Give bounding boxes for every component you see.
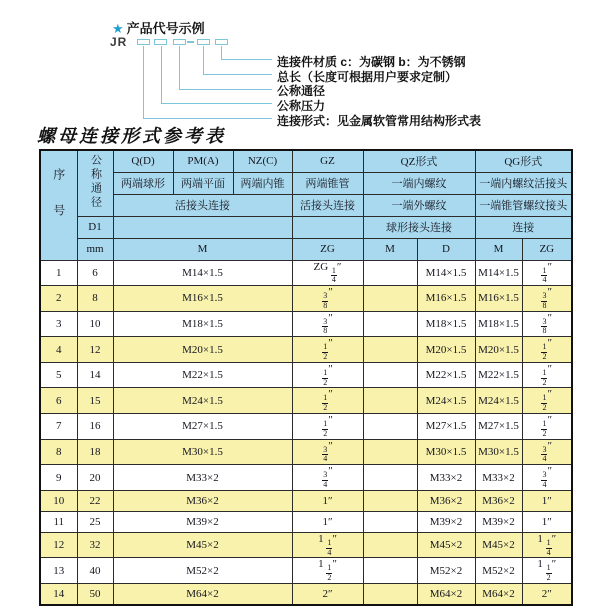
row-seq: 3	[40, 311, 77, 337]
qz-d-value: M52×2	[417, 558, 475, 584]
qz-m-value	[363, 260, 417, 286]
row-seq: 10	[40, 490, 77, 511]
header-nominal-diameter: 公称通径	[77, 150, 113, 216]
gz-zg-value: 1″	[292, 490, 363, 511]
table-row	[40, 260, 572, 286]
qg-m-value: M30×1.5	[475, 439, 522, 465]
header-gz-desc: 两端锥管	[292, 172, 363, 194]
nut-connection-reference-table	[39, 149, 573, 606]
row-nominal-diameter: 25	[77, 511, 113, 532]
code-label-material: 连接件材质 c：为碳钢 b：为不锈钢	[277, 55, 466, 69]
gz-zg-value: 1″	[292, 511, 363, 532]
header-qg-desc1: 一端内螺纹活接头	[475, 172, 572, 194]
code-label-form: 连接形式：见金属软管常用结构形式表	[277, 114, 482, 128]
qz-m-value	[363, 558, 417, 584]
row-nominal-diameter: 50	[77, 584, 113, 605]
table-row	[40, 414, 572, 440]
table-row	[40, 388, 572, 414]
qz-m-value	[363, 388, 417, 414]
product-code-prefix: JR	[110, 35, 128, 49]
qg-m-value: M24×1.5	[475, 388, 522, 414]
header-m: M	[113, 238, 292, 260]
qg-m-value: M45×2	[475, 532, 522, 558]
gz-zg-value: $\frac{1}{2}$ ″	[292, 337, 363, 363]
qg-zg-value: $\frac{1}{4}$ ″	[522, 260, 572, 286]
row-nominal-diameter: 22	[77, 490, 113, 511]
code-box-2	[154, 39, 167, 45]
gz-zg-value: $\frac{1}{2}$ ″	[292, 362, 363, 388]
row-seq: 9	[40, 465, 77, 491]
qg-m-value: M36×2	[475, 490, 522, 511]
gz-zg-value: 1 $\frac{1}{4}$ ″	[292, 532, 363, 558]
gz-zg-value: ZG $\frac{1}{4}$ ″	[292, 260, 363, 286]
product-code-example-label: 产品代号示例	[126, 21, 205, 36]
table-row	[40, 465, 572, 491]
qz-d-value: M14×1.5	[417, 260, 475, 286]
row-nominal-diameter: 20	[77, 465, 113, 491]
qz-m-value	[363, 532, 417, 558]
qg-m-value: M14×1.5	[475, 260, 522, 286]
qg-zg-value: 1″	[522, 511, 572, 532]
m-thread-value: M39×2	[113, 511, 292, 532]
header-qz-desc1: 一端内螺纹	[363, 172, 475, 194]
header-nz-desc: 两端内锥	[233, 172, 292, 194]
qz-m-value	[363, 337, 417, 363]
table-row	[40, 490, 572, 511]
qz-m-value	[363, 311, 417, 337]
header-blank-gz	[292, 216, 363, 238]
row-seq: 14	[40, 584, 77, 605]
header-pm-desc: 两端平面	[173, 172, 233, 194]
qz-m-value	[363, 511, 417, 532]
header-gz-connection: 活接头连接	[292, 194, 363, 216]
qz-d-value: M20×1.5	[417, 337, 475, 363]
qg-zg-value: $\frac{3}{8}$ ″	[522, 311, 572, 337]
m-thread-value: M30×1.5	[113, 439, 292, 465]
gz-zg-value: $\frac{1}{2}$ ″	[292, 414, 363, 440]
star-icon: ★	[112, 21, 124, 36]
row-nominal-diameter: 40	[77, 558, 113, 584]
header-col-qg: QG形式	[475, 150, 572, 172]
qg-zg-value: $\frac{1}{2}$ ″	[522, 337, 572, 363]
header-gz-zg: ZG	[292, 238, 363, 260]
row-seq: 11	[40, 511, 77, 532]
m-thread-value: M52×2	[113, 558, 292, 584]
row-nominal-diameter: 10	[77, 311, 113, 337]
qz-d-value: M22×1.5	[417, 362, 475, 388]
qz-m-value	[363, 490, 417, 511]
qz-d-value: M30×1.5	[417, 439, 475, 465]
qg-m-value: M22×1.5	[475, 362, 522, 388]
header-col-q: Q(D)	[113, 150, 173, 172]
header-col-nz: NZ(C)	[233, 150, 292, 172]
qg-zg-value: 1 $\frac{1}{4}$ ″	[522, 532, 572, 558]
header-seq: 序号	[40, 150, 77, 260]
row-seq: 4	[40, 337, 77, 363]
header-qz-connection: 球形接头连接	[363, 216, 475, 238]
table-row	[40, 558, 572, 584]
m-thread-value: M36×2	[113, 490, 292, 511]
m-thread-value: M33×2	[113, 465, 292, 491]
qz-m-value	[363, 584, 417, 605]
row-nominal-diameter: 15	[77, 388, 113, 414]
row-seq: 6	[40, 388, 77, 414]
qg-zg-value: $\frac{1}{2}$ ″	[522, 414, 572, 440]
m-thread-value: M64×2	[113, 584, 292, 605]
table-row	[40, 286, 572, 312]
table-row	[40, 511, 572, 532]
code-label-diameter: 公称通径	[277, 84, 326, 98]
row-nominal-diameter: 16	[77, 414, 113, 440]
row-seq: 7	[40, 414, 77, 440]
qz-m-value	[363, 465, 417, 491]
header-blank-qpn	[113, 216, 292, 238]
header-mm: mm	[77, 238, 113, 260]
qz-d-value: M27×1.5	[417, 414, 475, 440]
header-col-gz: GZ	[292, 150, 363, 172]
qz-d-value: M16×1.5	[417, 286, 475, 312]
code-box-1	[137, 39, 150, 45]
row-seq: 12	[40, 532, 77, 558]
header-col-qz: QZ形式	[363, 150, 475, 172]
row-nominal-diameter: 14	[77, 362, 113, 388]
header-q-desc: 两端球形	[113, 172, 173, 194]
header-qg-m: M	[475, 238, 522, 260]
m-thread-value: M45×2	[113, 532, 292, 558]
qg-zg-value: 1″	[522, 490, 572, 511]
qg-m-value: M16×1.5	[475, 286, 522, 312]
row-nominal-diameter: 6	[77, 260, 113, 286]
row-seq: 8	[40, 439, 77, 465]
header-d1: D1	[77, 216, 113, 238]
gz-zg-value: $\frac{3}{8}$ ″	[292, 286, 363, 312]
table-row	[40, 311, 572, 337]
qg-m-value: M33×2	[475, 465, 522, 491]
m-thread-value: M18×1.5	[113, 311, 292, 337]
table-row	[40, 532, 572, 558]
header-qz-d: D	[417, 238, 475, 260]
qg-m-value: M52×2	[475, 558, 522, 584]
table-row	[40, 439, 572, 465]
m-thread-value: M14×1.5	[113, 260, 292, 286]
m-thread-value: M24×1.5	[113, 388, 292, 414]
header-union-connection: 活接头连接	[113, 194, 292, 216]
m-thread-value: M22×1.5	[113, 362, 292, 388]
code-box-5	[215, 39, 228, 45]
gz-zg-value: $\frac{3}{8}$ ″	[292, 311, 363, 337]
qg-m-value: M27×1.5	[475, 414, 522, 440]
m-thread-value: M16×1.5	[113, 286, 292, 312]
qg-zg-value: $\frac{3}{8}$ ″	[522, 286, 572, 312]
code-label-pressure: 公称压力	[277, 99, 326, 113]
code-label-length: 总长（长度可根据用户要求定制）	[277, 70, 458, 84]
code-box-4	[197, 39, 210, 45]
gz-zg-value: 2″	[292, 584, 363, 605]
qz-m-value	[363, 362, 417, 388]
table-row	[40, 337, 572, 363]
row-seq: 2	[40, 286, 77, 312]
m-thread-value: M20×1.5	[113, 337, 292, 363]
row-nominal-diameter: 8	[77, 286, 113, 312]
qg-m-value: M64×2	[475, 584, 522, 605]
qz-d-value: M39×2	[417, 511, 475, 532]
qz-m-value	[363, 414, 417, 440]
code-dash	[187, 41, 194, 43]
qz-d-value: M45×2	[417, 532, 475, 558]
qg-zg-value: $\frac{1}{2}$ ″	[522, 388, 572, 414]
qz-d-value: M36×2	[417, 490, 475, 511]
table-row	[40, 584, 572, 605]
row-seq: 5	[40, 362, 77, 388]
gz-zg-value: $\frac{3}{4}$ ″	[292, 465, 363, 491]
table-title: 螺母连接形式参考表	[37, 126, 226, 147]
header-qg-zg: ZG	[522, 238, 572, 260]
gz-zg-value: $\frac{1}{2}$ ″	[292, 388, 363, 414]
header-qz-m: M	[363, 238, 417, 260]
qz-d-value: M24×1.5	[417, 388, 475, 414]
qg-m-value: M18×1.5	[475, 311, 522, 337]
code-box-3	[173, 39, 186, 45]
qg-m-value: M20×1.5	[475, 337, 522, 363]
qz-m-value	[363, 286, 417, 312]
gz-zg-value: 1 $\frac{1}{2}$ ″	[292, 558, 363, 584]
header-col-pm: PM(A)	[173, 150, 233, 172]
connector-line-form	[143, 46, 272, 119]
qz-d-value: M64×2	[417, 584, 475, 605]
row-nominal-diameter: 18	[77, 439, 113, 465]
header-qg-connection: 连接	[475, 216, 572, 238]
qg-zg-value: $\frac{1}{2}$ ″	[522, 362, 572, 388]
m-thread-value: M27×1.5	[113, 414, 292, 440]
row-nominal-diameter: 12	[77, 337, 113, 363]
row-seq: 13	[40, 558, 77, 584]
qz-d-value: M18×1.5	[417, 311, 475, 337]
qg-zg-value: 2″	[522, 584, 572, 605]
qg-zg-value: $\frac{3}{4}$ ″	[522, 465, 572, 491]
qg-zg-value: 1 $\frac{1}{2}$ ″	[522, 558, 572, 584]
row-nominal-diameter: 32	[77, 532, 113, 558]
table-row	[40, 362, 572, 388]
qz-d-value: M33×2	[417, 465, 475, 491]
qz-m-value	[363, 439, 417, 465]
qg-zg-value: $\frac{3}{4}$ ″	[522, 439, 572, 465]
header-qg-desc2: 一端锥管螺纹接头	[475, 194, 572, 216]
row-seq: 1	[40, 260, 77, 286]
gz-zg-value: $\frac{3}{4}$ ″	[292, 439, 363, 465]
qg-m-value: M39×2	[475, 511, 522, 532]
header-qz-desc2: 一端外螺纹	[363, 194, 475, 216]
